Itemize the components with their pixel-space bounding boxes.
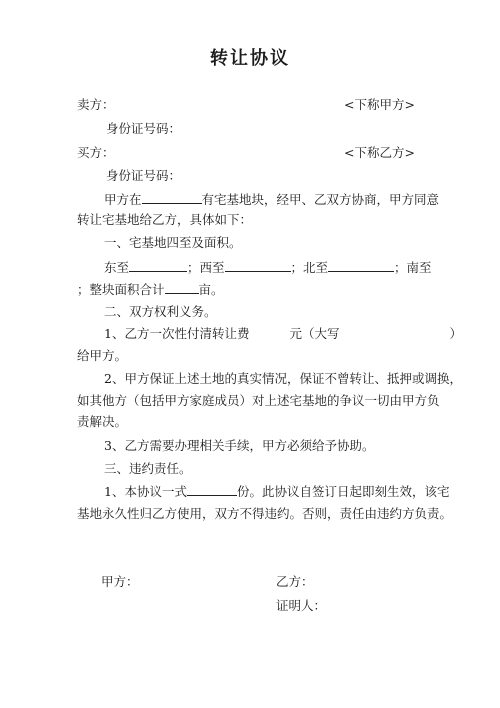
location-blank (142, 190, 202, 204)
buyer-note: <下称乙方> (344, 145, 415, 160)
intro-text-a: 甲方在 (104, 192, 142, 207)
signature-party-a: 甲方： (101, 574, 139, 589)
buyer-id-label: 身份证号码： (106, 168, 182, 183)
bound-west-label: ；西至 (187, 260, 225, 275)
item-1-text-a: 1、乙方一次性付清转让费 (104, 326, 250, 341)
buyer-label: 买方： (77, 145, 115, 160)
item-1-line-2: 给甲方。 (77, 348, 128, 363)
item-4-line-1 (104, 482, 449, 501)
item-3: 3、乙方需要办理相关手续，甲方必须给予协助。 (104, 438, 375, 453)
boundaries-line (104, 258, 432, 277)
area-text-a: ；整块面积合计 (77, 282, 165, 297)
item-2-line-2: 如其他方（包括甲方家庭成员）对上述宅基地的争议一切由甲方负 (77, 393, 440, 408)
seller-note: <下称甲方> (344, 97, 415, 112)
item-4-text-a: 1、本协议一式 (104, 484, 187, 499)
item-4-line-2: 基地永久性归乙方使用，双方不得违约。否则，责任由违约方负责。 (77, 506, 453, 521)
item-2-line-1: 2、甲方保证上述土地的真实情况，保证不曾转让、抵押或调换， (104, 371, 462, 386)
item-4-text-b: 份。此协议自签订日起即刻生效，该宅 (236, 484, 450, 499)
item-1-text-b: 元（大写 (289, 326, 340, 341)
intro-line-1 (104, 190, 439, 209)
section-3-heading: 三、违约责任。 (104, 461, 192, 476)
north-blank (328, 258, 394, 272)
area-blank (165, 280, 199, 294)
seller-label: 卖方： (77, 97, 115, 112)
item-2-line-3: 责解决。 (77, 414, 128, 429)
signature-witness: 证明人： (276, 598, 327, 613)
section-1-heading: 一、宅基地四至及面积。 (104, 235, 242, 250)
item-1-text-c: ） (449, 326, 462, 341)
bound-north-label: ；北至 (290, 260, 329, 275)
intro-text-b: 有宅基地块，经甲、乙双方协商，甲方同意 (201, 192, 440, 207)
signature-party-b: 乙方： (276, 574, 314, 589)
copies-blank (187, 482, 237, 496)
area-text-b: 亩。 (198, 282, 224, 297)
document-title: 转让协议 (210, 48, 290, 69)
bound-east-label: 东至 (104, 260, 130, 275)
area-line (77, 280, 224, 299)
bound-south-label: ；南至 (394, 260, 432, 275)
section-2-heading: 二、双方权利义务。 (104, 304, 217, 319)
seller-id-label: 身份证号码： (106, 121, 182, 136)
west-blank (225, 258, 291, 272)
item-1-line-1 (104, 325, 462, 343)
intro-line-2: 转让宅基地给乙方，具体如下： (77, 212, 253, 227)
east-blank (129, 258, 187, 272)
